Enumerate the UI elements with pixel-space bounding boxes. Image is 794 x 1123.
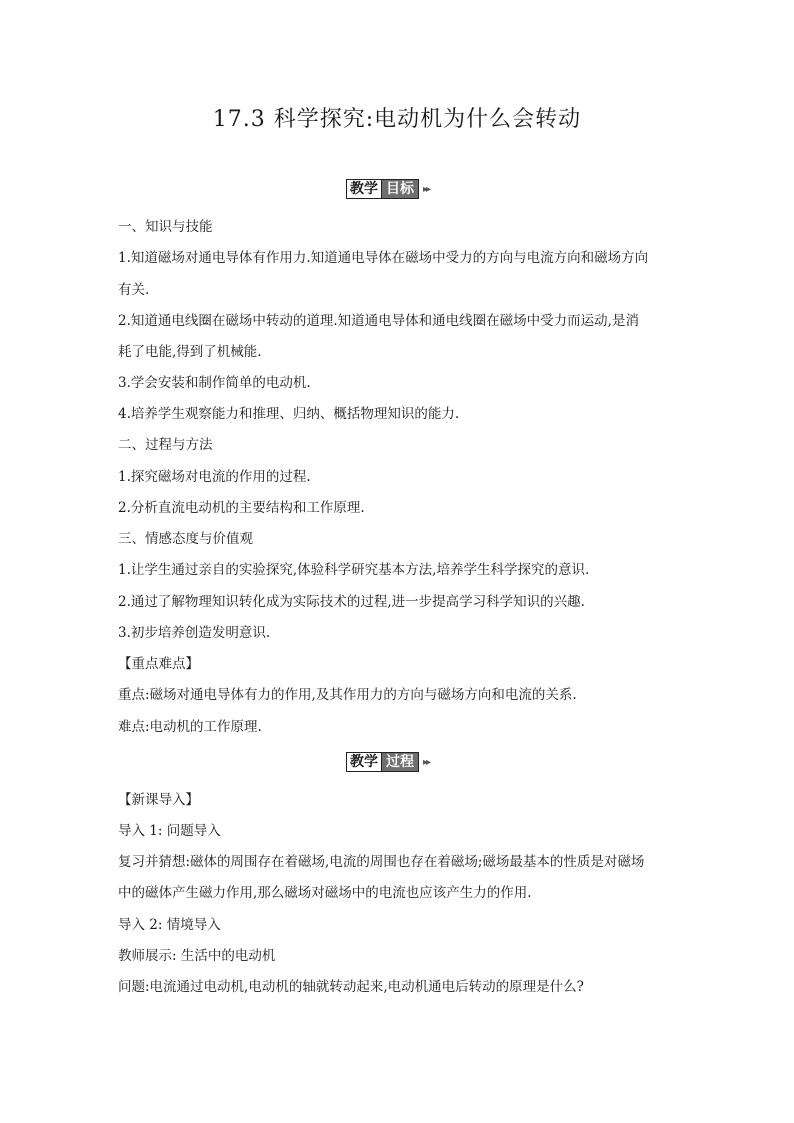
text-line: 复习并猜想:磁体的周围存在着磁场,电流的周围也存在着磁场;磁场最基本的性质是对磁场 <box>118 854 645 870</box>
text-line: 有关. <box>118 282 150 298</box>
text-line: 中的磁体产生磁力作用,那么磁场对磁场中的电流也应该产生力的作用. <box>118 885 532 901</box>
text-line: 教师展示: 生活中的电动机 <box>118 948 276 964</box>
badge-dark-text: 教学 <box>346 179 382 199</box>
text-line: 1.知道磁场对通电导体有作用力.知道通电导体在磁场中受力的方向与电流方向和磁场方向 <box>118 250 649 266</box>
text-line: 2.知道通电线圈在磁场中转动的道理.知道通电导体和通电线圈在磁场中受力而运动,是消 <box>118 313 639 329</box>
double-arrow-icon: ▸▸ <box>423 183 430 195</box>
text-line: 难点:电动机的工作原理. <box>118 719 262 735</box>
heading-new-lesson: 【新课导入】 <box>118 792 199 808</box>
text-line: 2.分析直流电动机的主要结构和工作原理. <box>118 500 365 516</box>
heading-process-methods: 二、过程与方法 <box>118 437 213 453</box>
badge-light-text: 过程 <box>382 752 419 772</box>
heading-knowledge-skills: 一、知识与技能 <box>118 219 213 235</box>
teaching-process-badge <box>346 752 429 772</box>
double-arrow-icon: ▸▸ <box>423 756 430 768</box>
badge-dark-text: 教学 <box>346 752 382 772</box>
text-line: 1.探究磁场对电流的作用的过程. <box>118 469 311 485</box>
badge-light-text: 目标 <box>382 179 419 199</box>
text-line: 导入 2: 情境导入 <box>118 917 221 933</box>
heading-attitudes-values: 三、情感态度与价值观 <box>118 531 253 547</box>
text-line: 导入 1: 问题导入 <box>118 823 221 839</box>
heading-key-points: 【重点难点】 <box>118 656 199 672</box>
text-line: 2.通过了解物理知识转化成为实际技术的过程,进一步提高学习科学知识的兴趣. <box>118 594 585 610</box>
text-line: 耗了电能,得到了机械能. <box>118 344 262 360</box>
teaching-goals-badge <box>346 179 429 199</box>
text-line: 3.学会安装和制作简单的电动机. <box>118 375 311 391</box>
text-line: 问题:电流通过电动机,电动机的轴就转动起来,电动机通电后转动的原理是什么? <box>118 979 584 995</box>
text-line: 3.初步培养创造发明意识. <box>118 625 271 641</box>
text-line: 重点:磁场对通电导体有力的作用,及其作用力的方向与磁场方向和电流的关系. <box>118 687 577 703</box>
text-line: 4.培养学生观察能力和推理、归纳、概括物理知识的能力. <box>118 406 460 422</box>
text-line: 1.让学生通过亲自的实验探究,体验科学研究基本方法,培养学生科学探究的意识. <box>118 562 590 578</box>
document-title: 17.3 科学探究:电动机为什么会转动 <box>212 107 582 132</box>
